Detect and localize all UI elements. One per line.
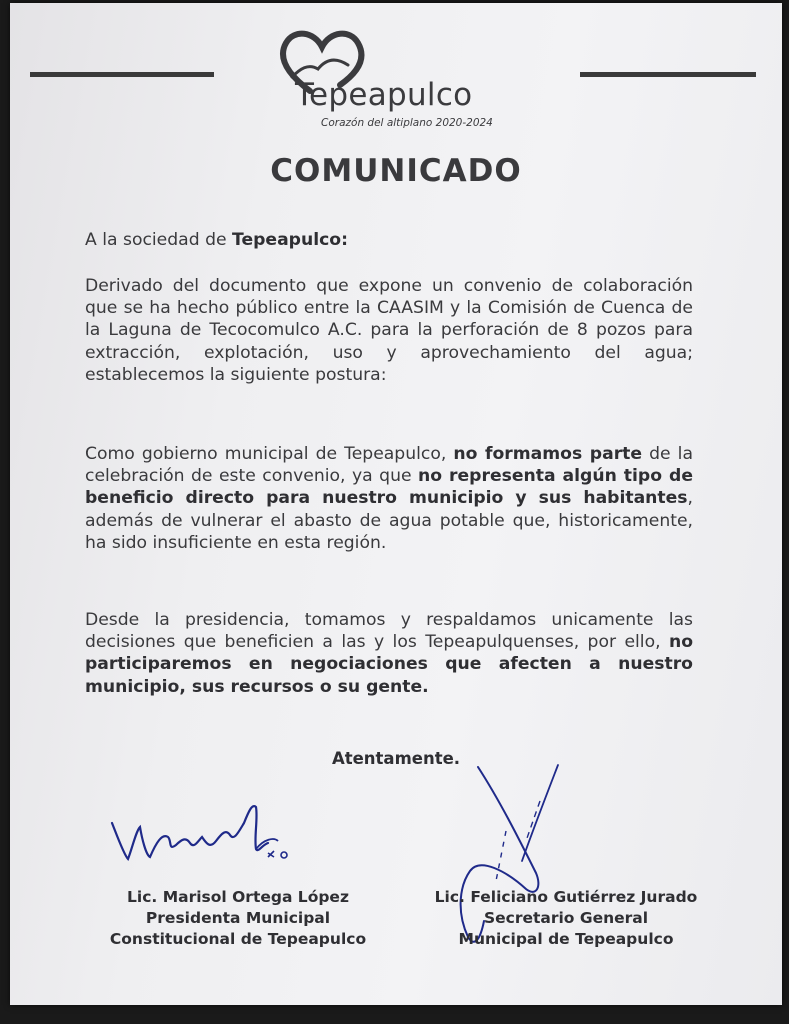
signatory-left-role: Presidenta Municipal <box>145 909 331 927</box>
signatory-left-name: Lic. Marisol Ortega López <box>127 888 349 906</box>
page-title: COMUNICADO <box>270 153 522 189</box>
greeting-recipient: Tepeapulco: <box>232 230 348 250</box>
logo-tagline: Corazón del altiplano 2020-2024 <box>321 117 493 129</box>
paragraph-2-bold-2: no representa algún tipo de beneficio directo para nuestro municipio y sus habitantes <box>85 466 693 509</box>
header-rule-left <box>30 72 214 77</box>
logo-name: Tepeapulco <box>295 77 473 113</box>
paragraph-1: Derivado del documento que expone un convenio de colaboración que se ha hecho público entre la CAASIM y la Comisión de Cuenca de la Laguna de Tecocomulco A.C. para la perforación de 8 pozos para extracción, explotación, uso y aprovechamiento del agua; establecemos la siguiente postura: <box>85 276 693 385</box>
document-page <box>10 3 782 1005</box>
signatory-left-office: Constitucional de Tepeapulco <box>109 930 367 948</box>
signatory-right-office: Municipal de Tepeapulco <box>458 930 674 948</box>
signatory-right-name: Lic. Feliciano Gutiérrez Jurado <box>434 888 698 906</box>
signature-left <box>106 793 296 873</box>
paragraph-2-text-2: de la celebración de este convenio, ya que <box>85 444 693 487</box>
paragraph-3-bold-1: no participaremos en negociaciones que afecten a nuestro municipio, sus recursos o su gente. <box>85 632 693 697</box>
signatory-right-role: Secretario General <box>483 909 649 927</box>
paragraph-2-text-3: , además de vulnerar el abasto de agua potable que, historicamente, ha sido insuficiente en esta región. <box>85 488 693 553</box>
signatory-left <box>68 887 408 950</box>
signatory-right <box>396 887 736 950</box>
municipal-logo <box>268 29 538 133</box>
greeting-prefix: A la sociedad de <box>85 230 233 250</box>
paragraph-3-text-1: Desde la presidencia, tomamos y respaldamos unicamente las decisiones que beneficien a las y los Tepeapulquenses, por ello, <box>85 610 693 653</box>
paragraph-2-text-1: Como gobierno municipal de Tepeapulco, <box>85 444 454 464</box>
closing: Atentamente. <box>331 749 461 768</box>
paragraph-2 <box>85 443 693 554</box>
paragraph-3 <box>85 609 693 698</box>
greeting <box>85 229 693 251</box>
header-rule-right <box>580 72 756 77</box>
paragraph-2-bold-1: no formamos parte <box>453 444 643 464</box>
